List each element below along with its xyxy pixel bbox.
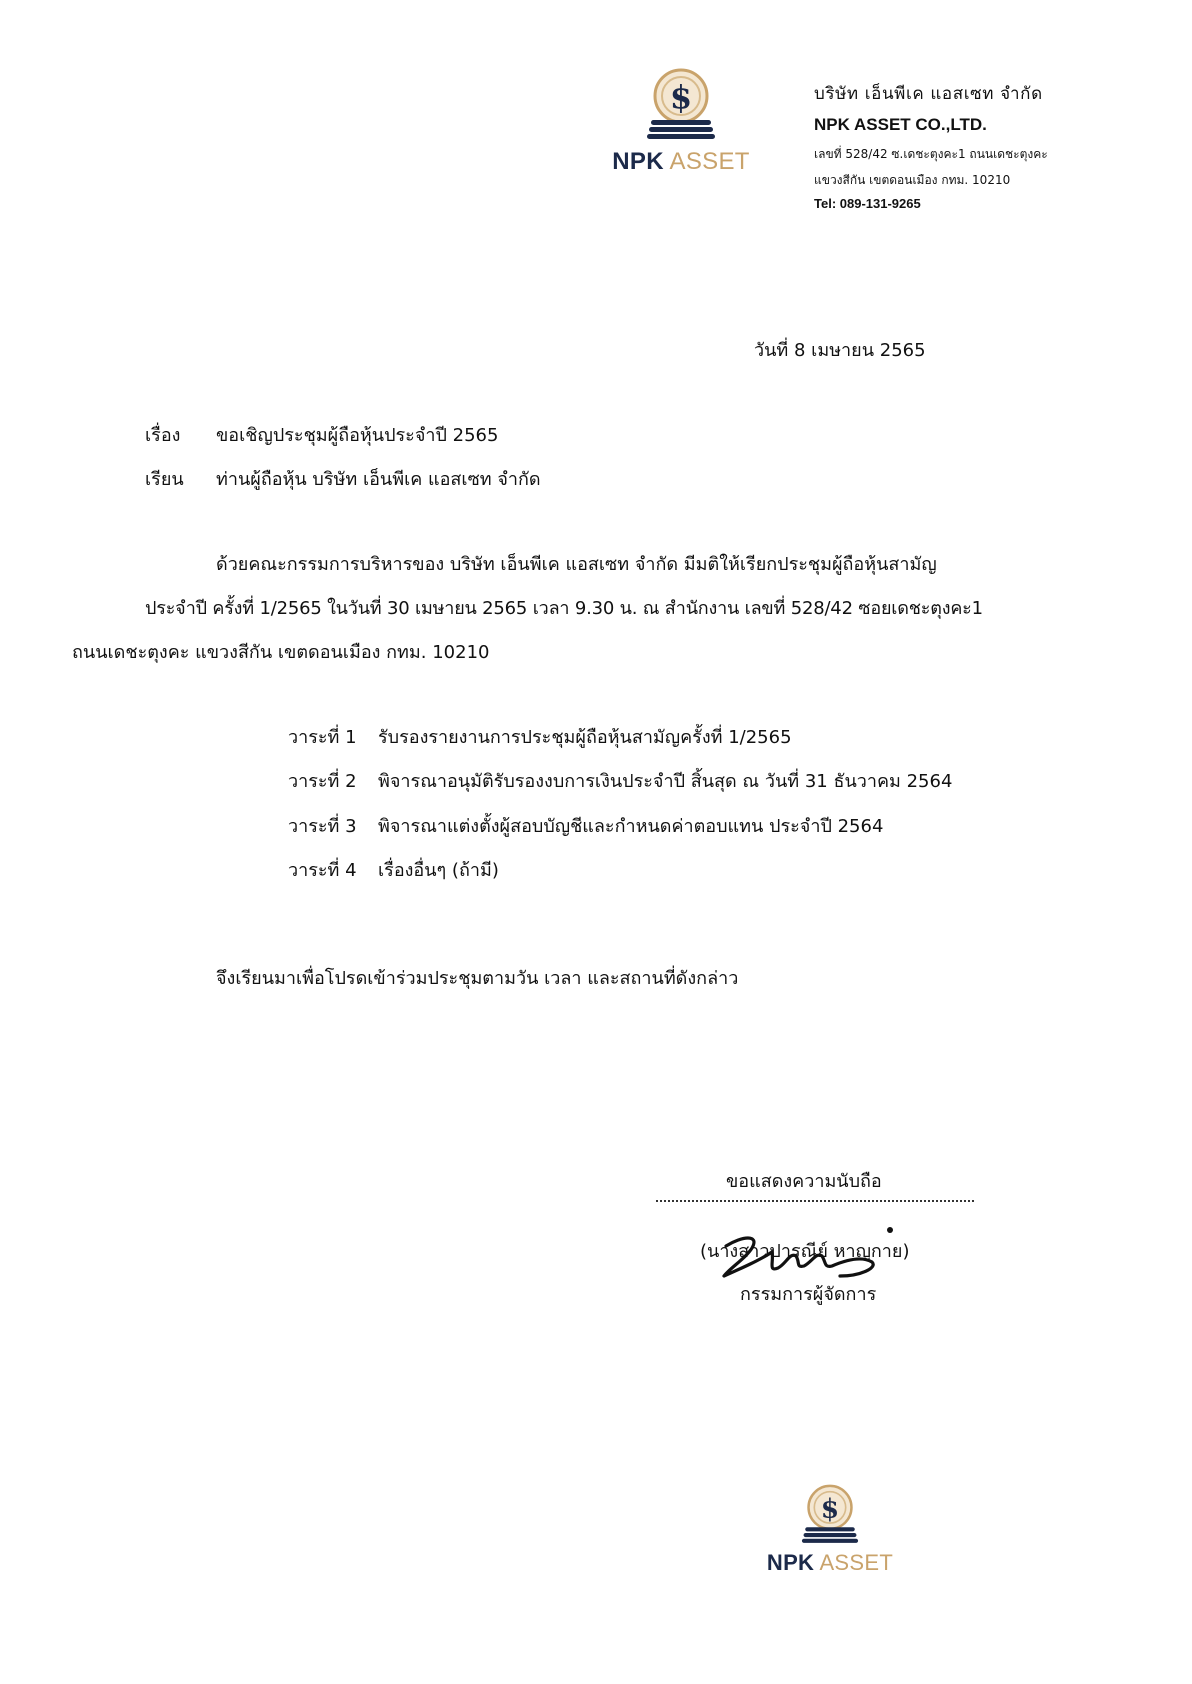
recipient-label: เรียน (145, 469, 184, 490)
regards-text: ขอแสดงความนับถือ (726, 1171, 882, 1192)
subject-label: เรื่อง (145, 425, 181, 446)
agenda-item (288, 770, 952, 794)
signer-position: กรรมการผู้จัดการ (740, 1284, 877, 1305)
signature-line (656, 1200, 974, 1202)
logo-asset-text: ASSET (819, 1550, 894, 1575)
logo-npk-text: NPK (766, 1550, 815, 1575)
company-tel: Tel: 089-131-9265 (814, 196, 921, 211)
logo-asset-text: ASSET (669, 148, 750, 175)
company-logo-top (606, 66, 756, 176)
coin-stack-icon (792, 1482, 868, 1546)
signer-name: (นางสาวปารณีย์ หาญกาย) (700, 1241, 910, 1262)
company-address-line1: เลขที่ 528/42 ซ.เดชะตุงคะ1 ถนนเดชะตุงคะ (814, 147, 1048, 161)
agenda-text: รับรองรายงานการประชุมผู้ถือหุ้นสามัญครั้งที่ 1/2565 (378, 727, 792, 748)
agenda-item (288, 859, 499, 883)
agenda-item (288, 815, 883, 839)
agenda-number: วาระที่ 2 (288, 771, 357, 792)
company-name-en: NPK ASSET CO.,LTD. (814, 115, 987, 134)
closing-text: จึงเรียนมาเพื่อโปรดเข้าร่วมประชุมตามวัน เวลา และสถานที่ดังกล่าว (216, 968, 739, 989)
coin-stack-icon (635, 66, 727, 142)
agenda-text: พิจารณาอนุมัติรับรองงบการเงินประจำปี สิ้นสุด ณ วันที่ 31 ธันวาคม 2564 (378, 771, 953, 792)
agenda-number: วาระที่ 1 (288, 727, 357, 748)
letter-date: วันที่ 8 เมษายน 2565 (754, 340, 926, 361)
agenda-text: เรื่องอื่นๆ (ถ้ามี) (378, 860, 499, 881)
recipient-text: ท่านผู้ถือหุ้น บริษัท เอ็นพีเค แอสเซท จำกัด (216, 469, 541, 490)
body-line-1: ด้วยคณะกรรมการบริหารของ บริษัท เอ็นพีเค แอสเซท จำกัด มีมติให้เรียกประชุมผู้ถือหุ้นสามัญ (216, 554, 937, 575)
agenda-number: วาระที่ 3 (288, 816, 357, 837)
company-name-th: บริษัท เอ็นพีเค แอสเซท จำกัด (814, 84, 1043, 104)
company-address-line2: แขวงสีกัน เขตดอนเมือง กทม. 10210 (814, 173, 1011, 187)
agenda-item (288, 726, 792, 750)
company-info (814, 82, 1174, 211)
company-logo-bottom (755, 1482, 905, 1576)
body-line-2: ประจำปี ครั้งที่ 1/2565 ในวันที่ 30 เมษายน 2565 เวลา 9.30 น. ณ สำนักงาน เลขที่ 528/42 ซอยเดชะตุงคะ1 (145, 598, 983, 619)
body-line-3: ถนนเดชะตุงคะ แขวงสีกัน เขตดอนเมือง กทม. 10210 (72, 642, 490, 663)
logo-npk-text: NPK (612, 148, 664, 175)
agenda-text: พิจารณาแต่งตั้งผู้สอบบัญชีและกำหนดค่าตอบแทน ประจำปี 2564 (378, 816, 884, 837)
subject-text: ขอเชิญประชุมผู้ถือหุ้นประจำปี 2565 (216, 425, 499, 446)
svg-text:$: $ (669, 78, 693, 116)
svg-text:$: $ (820, 1493, 840, 1525)
agenda-number: วาระที่ 4 (288, 860, 357, 881)
